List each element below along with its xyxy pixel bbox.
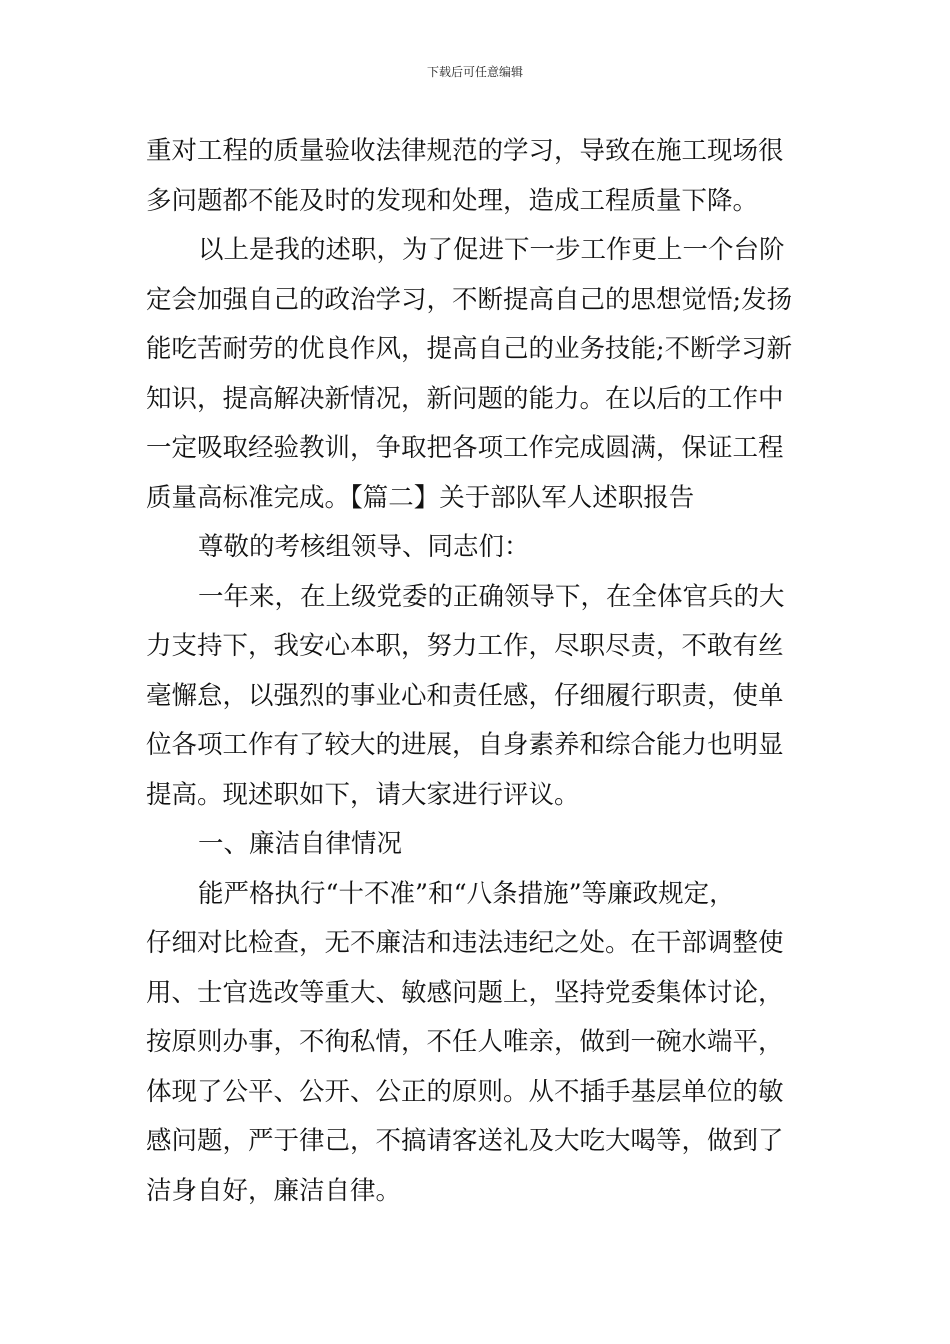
text-line: 质量高标准完成。【篇二】关于部队军人述职报告: [146, 482, 695, 513]
paragraph-start-line: 以上是我的述职，为了促进下一步工作更上一个台阶: [198, 235, 785, 265]
text-line: 洁身自好，廉洁自律。: [146, 1175, 402, 1206]
text-line: 知识，提高解决新情况，新问题的能力。在以后的工作中: [146, 383, 784, 414]
text-line: 感问题，严于律己，不搞请客送礼及大吃大喝等，做到了: [146, 1126, 784, 1156]
text-line: 位各项工作有了较大的进展，自身素养和综合能力也明显: [146, 730, 784, 760]
page-header: 下载后可任意编辑: [426, 65, 523, 79]
text-line: 力支持下，我安心本职，努力工作，尽职尽责，不敢有丝: [146, 631, 784, 661]
text-line: 毫懈怠，以强烈的事业心和责任感，仔细履行职责，使单: [146, 680, 784, 711]
text-line: 定会加强自己的政治学习，不断提高自己的思想觉悟;发扬: [146, 284, 793, 315]
text-line: 用、士官选改等重大、敏感问题上，坚持党委集体讨论，: [146, 977, 784, 1008]
text-line: 一定吸取经验教训，争取把各项工作完成圆满，保证工程: [146, 433, 784, 463]
text-line: 仔细对比检查，无不廉洁和违法违纪之处。在干部调整使: [146, 928, 784, 958]
section-heading: 一、廉洁自律情况: [198, 829, 403, 859]
text-line: 能吃苦耐劳的优良作风，提高自己的业务技能;不断学习新: [146, 334, 793, 364]
paragraph-start-line: 能严格执行“十不准”和“八条措施”等廉政规定，: [198, 878, 735, 909]
text-line: 多问题都不能及时的发现和处理，造成工程质量下降。: [146, 185, 759, 216]
text-line: 体现了公平、公开、公正的原则。从不插手基层单位的敏: [146, 1076, 784, 1107]
document-body: [146, 127, 808, 1216]
salutation-line: 尊敬的考核组领导、同志们：: [198, 532, 530, 562]
paragraph-start-line: 一年来，在上级党委的正确领导下，在全体官兵的大: [198, 581, 785, 612]
text-line: 重对工程的质量验收法律规范的学习，导致在施工现场很: [146, 136, 784, 166]
text-line: 按原则办事，不徇私情，不任人唯亲，做到一碗水端平，: [146, 1027, 784, 1057]
text-line: 提高。现述职如下，请大家进行评议。: [146, 779, 580, 810]
